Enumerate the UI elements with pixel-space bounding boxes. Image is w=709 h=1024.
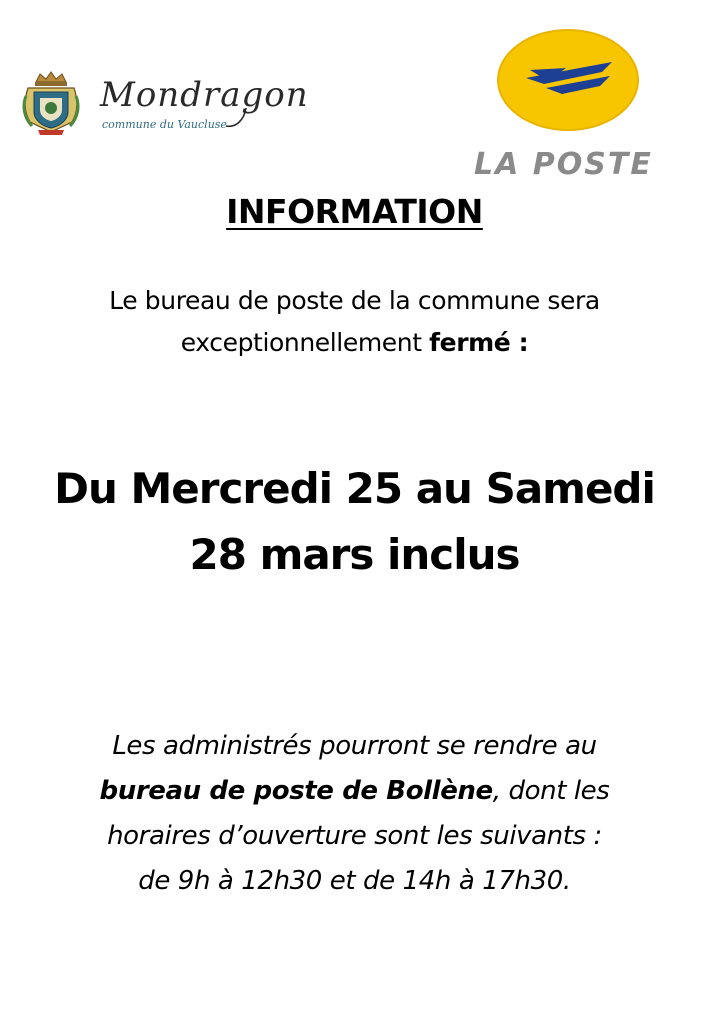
dates-line-1: Du Mercredi 25 au Samedi [54,464,655,513]
intro-closed-label: fermé : [429,328,529,357]
svg-text:Mondragon: Mondragon [100,75,309,115]
notice-heading: INFORMATION [226,192,483,231]
closure-intro [30,280,679,364]
closure-dates [0,456,709,588]
alternative-office-details [20,724,689,904]
mondragon-logo [96,74,346,134]
svg-text:commune du Vaucluse: commune du Vaucluse [102,118,227,131]
opening-hours: de 9h à 12h30 et de 14h à 17h30. [138,866,571,896]
alternative-office-name: bureau de poste de Bollène [99,776,493,806]
la-poste-logo [470,28,660,180]
intro-line-2 [30,322,679,364]
header [0,0,709,190]
details-line-1: Les administrés pourront se rendre au [112,731,597,761]
intro-line-1: Le bureau de poste de la commune sera [109,286,600,315]
details-line-3: horaires d’ouverture sont les suivants : [107,821,602,851]
intro-line-2-text: exceptionnellement [180,328,430,357]
dates-line-2: 28 mars inclus [189,530,520,579]
mondragon-crest-icon [22,70,80,136]
mondragon-wordmark-icon [96,74,346,134]
details-line-2 [20,769,689,814]
details-line-2-text: , dont les [492,776,610,806]
svg-text:LA POSTE: LA POSTE [474,147,653,180]
